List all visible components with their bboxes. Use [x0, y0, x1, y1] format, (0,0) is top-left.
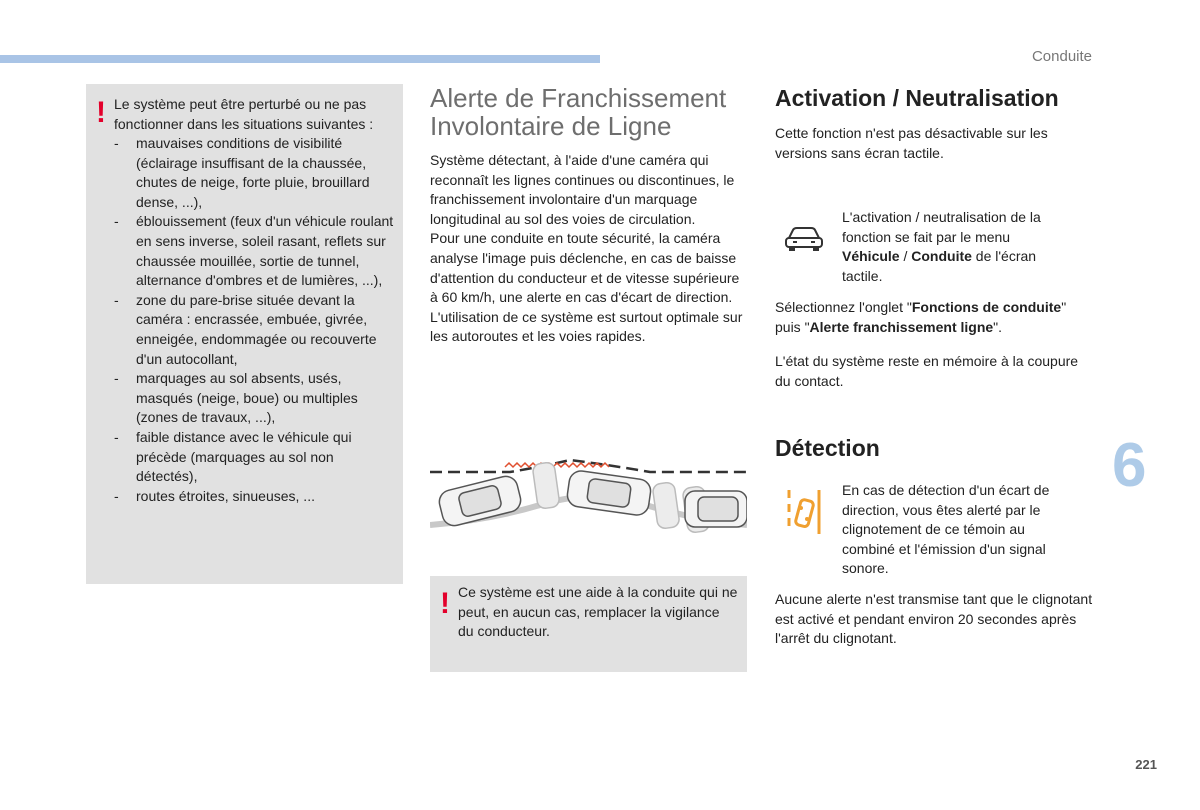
menu-driving-label: Conduite [911, 248, 972, 265]
alert-description [430, 151, 750, 347]
accent-bar [0, 55, 600, 63]
list-item-text: marquages au sol absents, usés, masqués (neige, boue) ou multiples (zones de travaux, ...), [136, 370, 358, 426]
list-dash: - [114, 370, 119, 387]
section-header: Conduite [1031, 48, 1092, 65]
list-item [114, 428, 399, 487]
list-dash: - [114, 487, 119, 504]
list-item-text: zone du pare-brise située devant la caméra : encrassée, embuée, givrée, enneigée, endommagée ou recouverte d'un autocollant, [136, 291, 377, 367]
car-left [437, 474, 523, 528]
exclamation-icon: ! [96, 96, 106, 129]
alert-paragraph-3: L'utilisation de ce système est surtout optimale sur les autoroutes et les voies rapides. [430, 308, 743, 345]
alert-paragraph-2: Pour une conduite en toute sécurité, la caméra analyse l'image puis déclenche, en cas de baisse d'attention du conducteur et de vitesse supérieure à 60 km/h, une alerte en cas d'écart de direction. [430, 230, 740, 306]
detection-text: En cas de détection d'un écart de direction, vous êtes alerté par le clignotement de ce témoin au combiné et l'émission d'un signal sonore. [842, 482, 1050, 577]
menu-instructions [842, 208, 1067, 286]
option-name: Alerte franchissement ligne [809, 318, 994, 335]
lane-departure-icon [783, 488, 825, 536]
select-prefix: Sélectionnez l'onglet " [775, 299, 912, 315]
select-instructions [775, 298, 1095, 337]
chapter-number: 6 [1112, 431, 1147, 500]
lane-departure-illustration [430, 445, 747, 535]
menu-intro: L'activation / neutralisation de la fonction se fait par le menu [842, 209, 1041, 245]
section-title-activation: Activation / Neutralisation [775, 85, 1059, 111]
page-number: 221 [1135, 757, 1157, 772]
section-title-detection: Détection [775, 435, 880, 461]
list-dash: - [114, 291, 119, 308]
list-item-text: routes étroites, sinueuses, ... [136, 487, 315, 504]
list-item [114, 212, 399, 290]
no-alert-text: Aucune alerte n'est transmise tant que le clignotant est activé et pendant environ 20 secondes après l'arrêt du clignotant. [775, 591, 1093, 647]
warning-intro: Le système peut être perturbé ou ne pas fonctionner dans les situations suivantes : [114, 96, 374, 132]
select-suffix: ". [993, 318, 1003, 335]
activation-text: Cette fonction n'est pas désactivable sur les versions sans écran tactile. [775, 125, 1048, 161]
select-mid: " puis " [775, 299, 1067, 335]
title-line-1: Alerte de Franchissement [430, 83, 727, 113]
tab-name: Fonctions de conduite [911, 299, 1062, 315]
car-right [685, 491, 747, 527]
list-dash: - [114, 135, 119, 151]
title-line-2: Involontaire de Ligne [430, 111, 672, 141]
memory-text: L'état du système reste en mémoire à la coupure du contact. [775, 353, 1079, 389]
lane-line [430, 460, 747, 472]
car-middle [566, 469, 652, 516]
menu-suffix: de l'écran tactile. [842, 248, 1037, 284]
car-icon [783, 224, 825, 254]
list-dash: - [114, 213, 119, 230]
menu-vehicle-label: Véhicule [842, 248, 900, 265]
list-item [114, 291, 399, 369]
list-item [114, 487, 399, 507]
list-item-text: éblouissement (feux d'un véhicule roulant en sens inverse, soleil rasant, reflets sur chaussée mouillée, sortie de tunnel, alternance d'ombres et de lumières, ...), [136, 213, 394, 289]
warning-box-conditions [86, 84, 403, 584]
menu-separator: / [899, 248, 912, 265]
list-item-text: mauvaises conditions de visibilité (éclairage insuffisant de la chaussée, chutes de neige, forte pluie, brouillard dense, ...), [136, 135, 370, 210]
list-item-text: faible distance avec le véhicule qui précède (marquages au sol non détectés), [136, 428, 352, 485]
list-dash: - [114, 428, 119, 445]
list-item [114, 134, 399, 212]
warning-assist-text: Ce système est une aide à la conduite qui ne peut, en aucun cas, remplacer la vigilance du conducteur. [458, 584, 738, 640]
alert-paragraph-1: Système détectant, à l'aide d'une caméra qui reconnaît les lignes continues ou discontinues, le franchissement involontaire d'un marquage longitudinal au sol des voies de circulation. [430, 152, 735, 227]
section-title-alert [430, 84, 750, 140]
exclamation-icon: ! [440, 587, 450, 620]
list-item [114, 369, 399, 428]
warning-list [114, 134, 399, 506]
warning-box-assist [430, 576, 747, 672]
